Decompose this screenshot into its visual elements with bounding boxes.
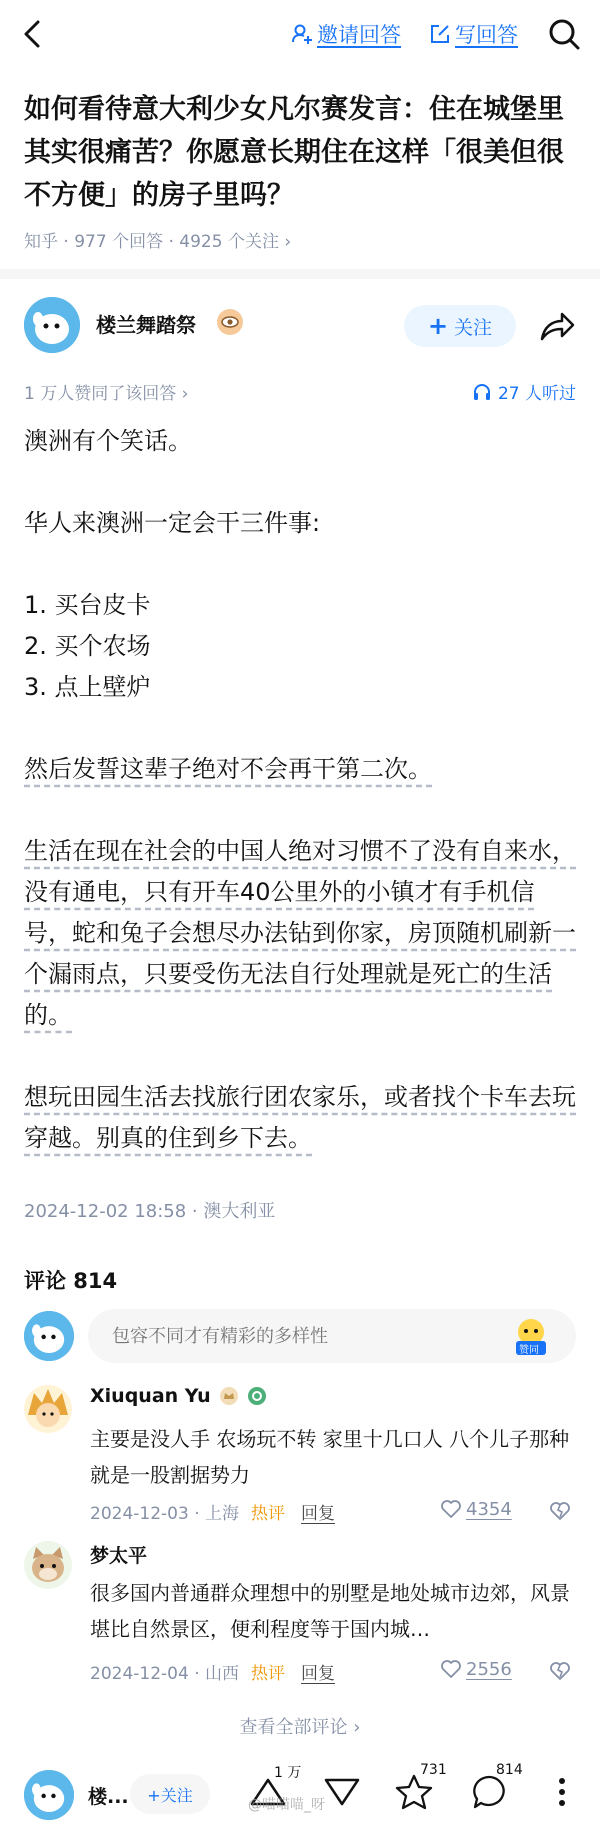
bottom-follow-button[interactable]: +关注: [130, 1774, 210, 1814]
listen-count-text: 27 人听过: [497, 384, 576, 404]
like-count: 4354: [466, 1498, 512, 1520]
answer-date: 2024-12-02 18:58 · 澳大利亚: [24, 1201, 276, 1222]
more-options-icon[interactable]: [552, 1772, 572, 1812]
collect-count: 731: [420, 1762, 447, 1778]
comment-bubble-icon[interactable]: [470, 1772, 510, 1812]
comment-text[interactable]: 很多国内普通群众理想中的别墅是地处城市边郊，风景堪比自然景区，便利程度等于国内城…: [90, 1581, 570, 1641]
question-meta[interactable]: 知乎 · 977 个回答 · 4925 个关注 ›: [24, 232, 292, 252]
commenter-name-text: Xiuquan Yu: [90, 1385, 211, 1407]
bottom-author-name[interactable]: 楼...: [88, 1786, 129, 1808]
comment-input[interactable]: [88, 1309, 576, 1363]
back-arrow-icon[interactable]: [18, 14, 48, 54]
sticker-label: 赞同: [519, 1345, 539, 1356]
avatar-image: [24, 1770, 74, 1820]
invite-user-icon: [291, 23, 313, 45]
top-actions: [291, 14, 582, 54]
write-answer-button[interactable]: [429, 19, 518, 49]
plus-icon: +: [427, 312, 449, 340]
answer-paragraph-highlight[interactable]: 生活在现在社会的中国人绝对习惯不了没有自来水，没有通电，只有开车40公里外的小镇才有手机信号，蛇和兔子会想尽办法钻到你家，房顶随机刷新一个漏雨点，只要受伤无法自行处理就是死亡的生活的。: [24, 837, 576, 1029]
answer-paragraph: 华人来澳洲一定会干三件事:: [24, 509, 321, 537]
follow-author-button[interactable]: [404, 305, 516, 347]
comment-meta: [90, 1499, 335, 1524]
comment-date: 2024-12-04 · 山西: [90, 1664, 240, 1684]
level-badge-icon: [219, 1386, 239, 1406]
author-row: [0, 279, 600, 365]
section-divider: [0, 269, 600, 279]
verified-badge-icon: [247, 1386, 267, 1406]
comment-date: 2024-12-03 · 上海: [90, 1504, 240, 1524]
dislike-heart-icon[interactable]: [548, 1499, 572, 1523]
author-badge-icon: [216, 308, 244, 336]
comment-input-row: [0, 1301, 600, 1371]
author-name[interactable]: 楼兰舞踏祭: [96, 313, 196, 337]
write-answer-label: 写回答: [455, 23, 518, 47]
question-title[interactable]: 如何看待意大利少女凡尔赛发言：住在城堡里其实很痛苦？你愿意长期住在这样「很美但很不方便」的房子里吗？: [24, 94, 564, 211]
my-avatar[interactable]: [24, 1311, 74, 1361]
paragraph-gap: [24, 708, 576, 749]
comment-item: [0, 1531, 600, 1701]
bottom-author-avatar[interactable]: [24, 1770, 74, 1820]
like-button[interactable]: [440, 1498, 512, 1520]
top-bar: [0, 0, 600, 68]
comment-text[interactable]: 主要是没人手 农场玩不转 家里十几口人 八个儿子那种 就是一股割据势力: [90, 1427, 570, 1487]
edit-icon: [429, 23, 451, 45]
dislike-heart-icon[interactable]: [548, 1659, 572, 1683]
answer-paragraph-highlight[interactable]: 然后发誓这辈子绝对不会再干第二次。: [24, 755, 432, 783]
comment-item: [0, 1371, 600, 1531]
comment-count: 814: [496, 1762, 523, 1778]
commenter-name[interactable]: [90, 1541, 147, 1568]
hot-comment-tag: 热评: [251, 1664, 286, 1684]
comment-meta: [90, 1659, 335, 1684]
author-avatar[interactable]: [24, 297, 80, 353]
vote-count[interactable]: 1 万人赞同了该回答 ›: [24, 384, 189, 404]
avatar-image: [24, 1385, 72, 1433]
heart-icon: [440, 1658, 462, 1680]
paragraph-gap: [24, 790, 576, 831]
downvote-icon[interactable]: [322, 1772, 362, 1812]
avatar-image: [24, 297, 80, 353]
answer-stats: [0, 365, 600, 415]
answer-paragraph: 澳洲有个笑话。: [24, 427, 192, 455]
bottom-action-bar: [0, 1758, 600, 1827]
paragraph-gap: [24, 544, 576, 585]
view-all-comments-link[interactable]: 查看全部评论 ›: [239, 1717, 361, 1738]
like-button[interactable]: [440, 1658, 512, 1680]
watermark-text: @喵喵喵_呀: [248, 1797, 325, 1813]
headphones-icon: [472, 382, 492, 402]
answer-list-item: 3. 点上壁炉: [24, 673, 151, 701]
paragraph-gap: [24, 462, 576, 503]
answer-list-item: 2. 买个农场: [24, 632, 151, 660]
reply-button[interactable]: 回复: [301, 1504, 336, 1524]
search-icon[interactable]: [546, 16, 582, 52]
follow-label: 关注: [454, 316, 493, 339]
invite-answer-button[interactable]: [291, 19, 401, 49]
paragraph-gap: [24, 1036, 576, 1077]
avatar-image: [24, 1311, 74, 1361]
answer-body: [0, 415, 600, 1159]
comments-header: 评论 814: [24, 1269, 118, 1293]
commenter-avatar[interactable]: [24, 1385, 72, 1433]
invite-answer-label: 邀请回答: [317, 23, 401, 47]
sticker-button[interactable]: [510, 1315, 552, 1357]
answer-list-item: 1. 买台皮卡: [24, 591, 151, 619]
hot-comment-tag: 热评: [251, 1504, 286, 1524]
star-collect-icon[interactable]: [394, 1772, 434, 1812]
upvote-count: 1 万: [274, 1765, 302, 1781]
avatar-image: [24, 1541, 72, 1589]
reply-button[interactable]: 回复: [301, 1664, 336, 1684]
commenter-avatar[interactable]: [24, 1541, 72, 1589]
answer-paragraph-highlight[interactable]: 想玩田园生活去找旅行团农家乐，或者找个卡车去玩穿越。别真的住到乡下去。: [24, 1083, 576, 1152]
like-count: 2556: [466, 1658, 512, 1680]
commenter-name[interactable]: [90, 1385, 267, 1407]
listen-count[interactable]: [472, 379, 576, 404]
share-icon[interactable]: [538, 307, 576, 345]
heart-icon: [440, 1498, 462, 1520]
commenter-name-text: 梦太平: [90, 1545, 148, 1567]
